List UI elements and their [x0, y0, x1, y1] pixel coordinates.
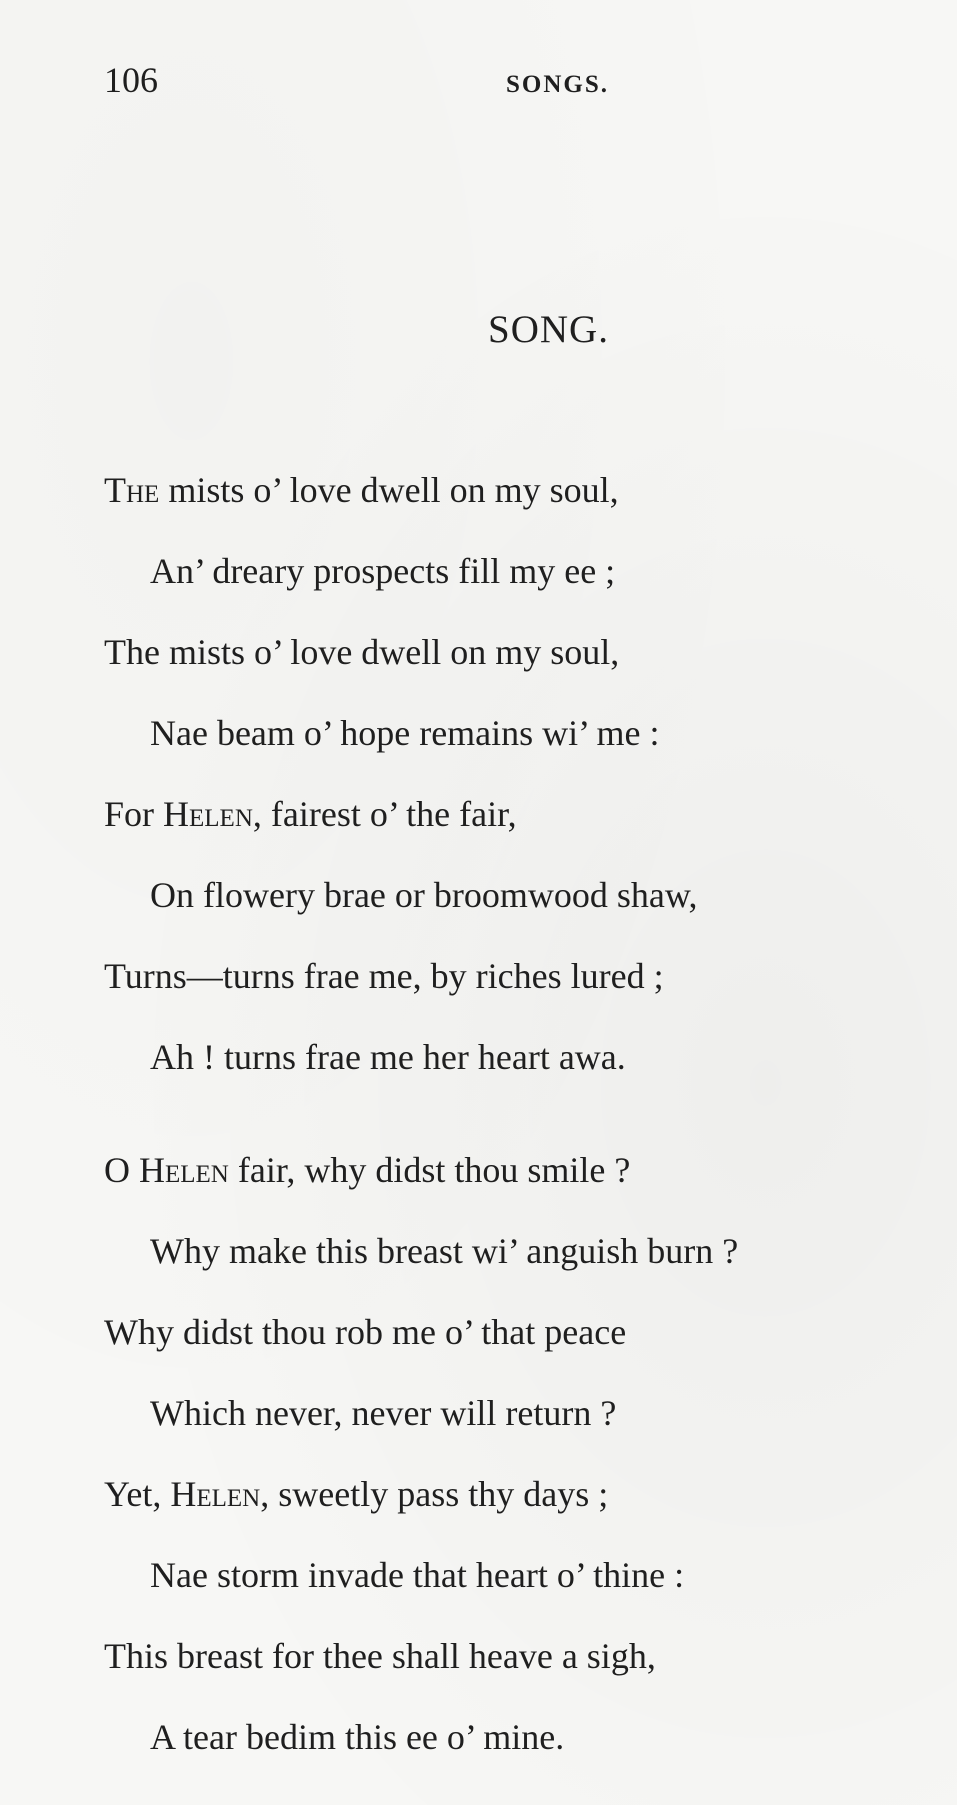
verse-text: mists o’ love dwell on my soul, [159, 470, 619, 510]
drop-word: The [104, 470, 160, 510]
verse-line: An’ dreary prospects fill my ee ; [150, 551, 616, 591]
running-head: SONGS. [506, 71, 610, 98]
verse-line: The mists o’ love dwell on my soul, [104, 632, 620, 672]
verse-line [104, 1140, 944, 1221]
verse-line: Nae storm invade that heart o’ thine : [150, 1555, 685, 1595]
song-title: SONG. [488, 308, 609, 351]
name-helen: Helen [139, 1150, 229, 1190]
verse-text: fair, why didst thou smile ? [228, 1150, 631, 1190]
verse-text: , sweetly pass thy days ; [260, 1474, 609, 1514]
verse-line: Why make this breast wi’ anguish burn ? [150, 1231, 739, 1271]
verse-text: For [104, 794, 164, 834]
verse-line: Turns—turns frae me, by riches lured ; [104, 956, 664, 996]
verse-line: Why didst thou rob me o’ that peace [104, 1312, 627, 1352]
verse-line: Which never, never will return ? [150, 1393, 617, 1433]
verse-line: Nae beam o’ hope remains wi’ me : [150, 713, 660, 753]
verse-line: On flowery brae or broomwood shaw, [150, 875, 698, 915]
verse-line [104, 460, 944, 541]
name-helen: Helen [170, 1474, 261, 1514]
name-helen: Helen [163, 794, 253, 834]
stanza-2 [104, 1140, 944, 1788]
page-number: 106 [104, 60, 158, 100]
verse-line: A tear bedim this ee o’ mine. [150, 1717, 565, 1757]
verse-line: Ah ! turns frae me her heart awa. [150, 1037, 626, 1077]
verse-line [104, 1464, 944, 1545]
verse-line [104, 784, 944, 865]
verse-line: This breast for thee shall heave a sigh, [104, 1636, 656, 1676]
verse-text: O [104, 1150, 139, 1190]
verse-text: , fairest o’ the fair, [252, 794, 517, 834]
stanza-1 [104, 460, 944, 1108]
verse-text: Yet, [104, 1474, 171, 1514]
